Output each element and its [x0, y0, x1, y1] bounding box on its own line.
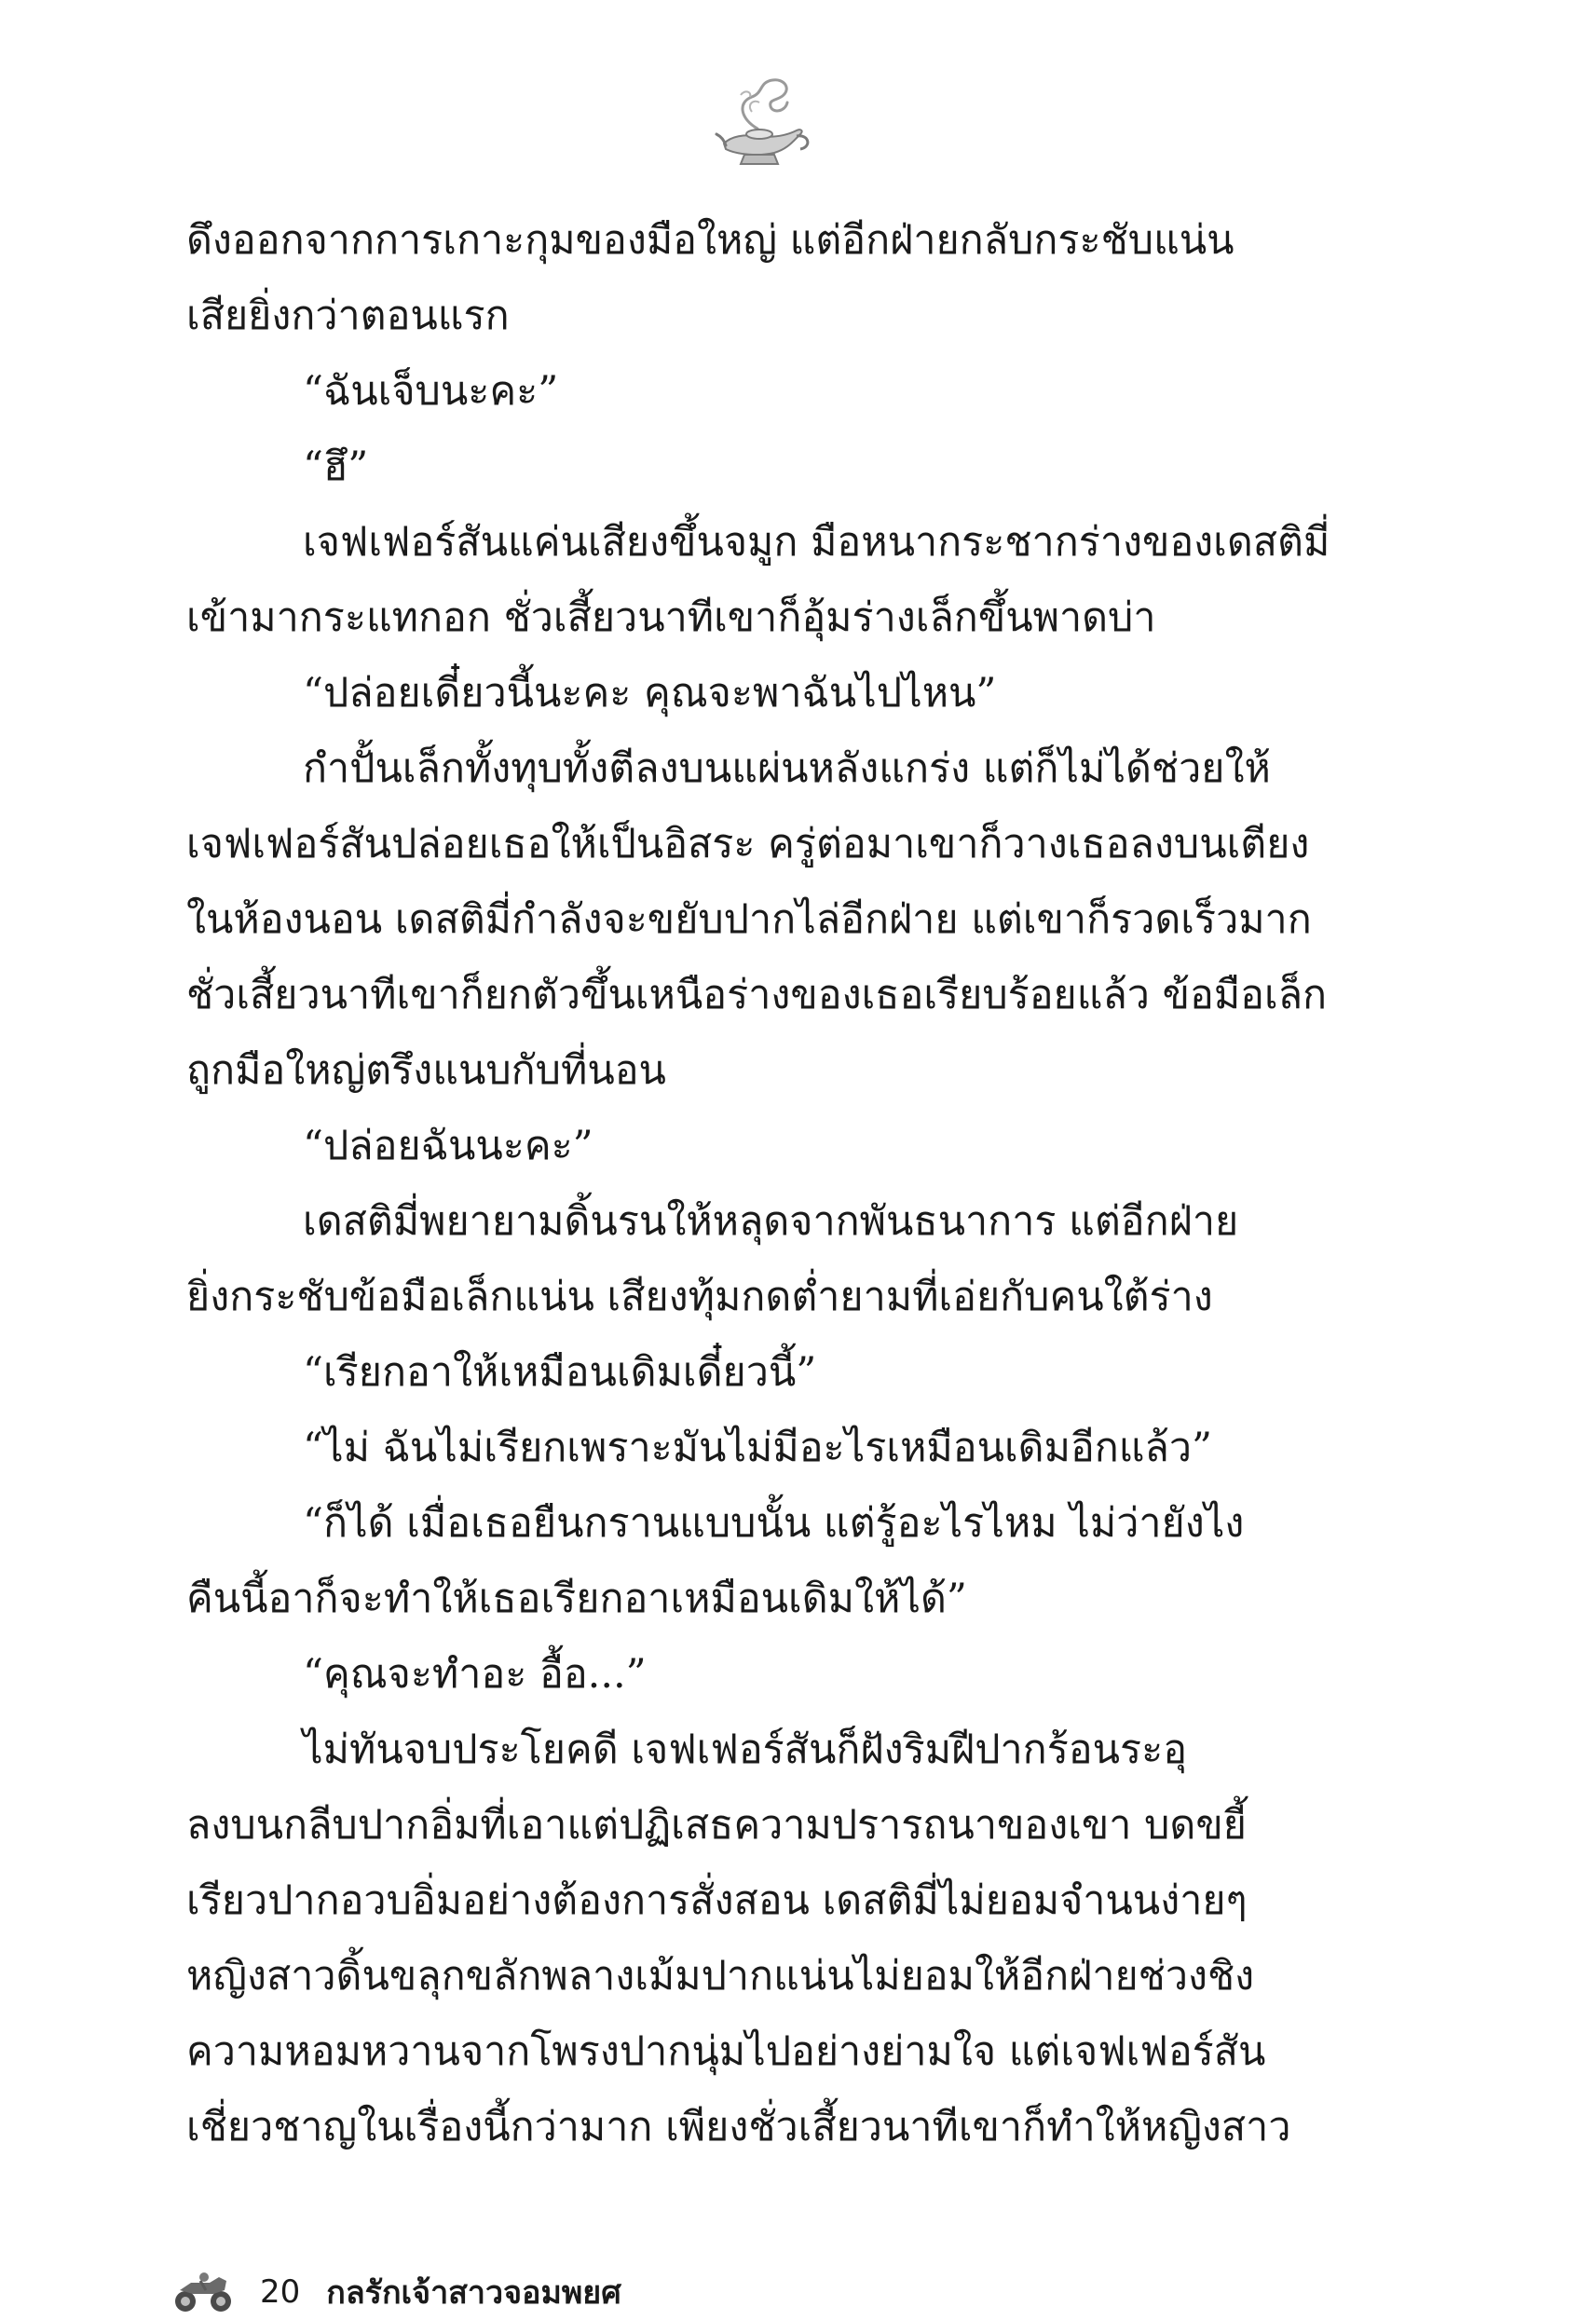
text-line: ในห้องนอน เดสติมี่กำลังจะขยับปากไล่อีกฝ่าย แต่เขาก็รวดเร็วมาก [186, 896, 1312, 943]
page-number: 20 [260, 2273, 301, 2311]
text-line: เจฟเฟอร์สันแค่นเสียงขึ้นจมูก มือหนากระชากร่างของเดสติมี่ [303, 519, 1330, 566]
atv-icon [172, 2270, 234, 2314]
text-line: ความหอมหวานจากโพรงปากนุ่มไปอย่างย่ามใจ แต่เจฟเฟอร์สัน [186, 2028, 1266, 2075]
page-body-text [186, 203, 1332, 2165]
text-line: ไม่ทันจบประโยคดี เจฟเฟอร์สันก็ฝังริมฝีปากร้อนระอุ [303, 1726, 1188, 1773]
text-line: เสียยิ่งกว่าตอนแรก [186, 293, 510, 339]
text-line: กำปั้นเล็กทั้งทุบทั้งตีลงบนแผ่นหลังแกร่ง แต่ก็ไม่ได้ช่วยให้ [303, 745, 1271, 792]
text-line: ยิ่งกระชับข้อมือเล็กแน่น เสียงทุ้มกดต่ำยามที่เอ่ยกับคนใต้ร่าง [186, 1274, 1213, 1320]
text-line: เข้ามากระแทกอก ชั่วเสี้ยวนาทีเขาก็อุ้มร่างเล็กขึ้นพาดบ่า [186, 594, 1156, 641]
text-line: ถูกมือใหญ่ตรึงแนบกับที่นอน [186, 1047, 666, 1094]
book-title: กลรักเจ้าสาวจอมพยศ [326, 2274, 621, 2312]
text-line: “ฉันเจ็บนะคะ” [303, 368, 559, 415]
text-line: เชี่ยวชาญในเรื่องนี้กว่ามาก เพียงชั่วเสี้ยวนาทีเขาก็ทำให้หญิงสาว [186, 2104, 1291, 2150]
text-line: “คุณจะทำอะ อื้อ...” [303, 1651, 647, 1698]
text-line: หญิงสาวดิ้นขลุกขลักพลางเม้มปากแน่นไม่ยอมให้อีกฝ่ายช่วงชิง [186, 1953, 1255, 1999]
page-footer [172, 2264, 621, 2320]
text-line: “ปล่อยเดี๋ยวนี้นะคะ คุณจะพาฉันไปไหน” [303, 670, 997, 716]
text-line: ชั่วเสี้ยวนาทีเขาก็ยกตัวขึ้นเหนือร่างของเธอเรียบร้อยแล้ว ข้อมือเล็ก [186, 972, 1328, 1018]
text-line: “ปล่อยฉันนะคะ” [303, 1123, 593, 1169]
genie-lamp-icon [703, 75, 815, 177]
text-line: “ก็ได้ เมื่อเธอยืนกรานแบบนั้น แต่รู้อะไรไหม ไม่ว่ายังไง [303, 1500, 1245, 1547]
text-line: ดึงออกจากการเกาะกุมของมือใหญ่ แต่อีกฝ่ายกลับกระชับแน่น [186, 217, 1235, 264]
text-line: เจฟเฟอร์สันปล่อยเธอให้เป็นอิสระ ครู่ต่อมาเขาก็วางเธอลงบนเตียง [186, 821, 1310, 867]
text-line: “ไม่ ฉันไม่เรียกเพราะมันไม่มีอะไรเหมือนเดิมอีกแล้ว” [303, 1425, 1213, 1471]
text-line: คืนนี้อาก็จะทำให้เธอเรียกอาเหมือนเดิมให้ได้” [186, 1576, 967, 1622]
text-line: “เรียกอาให้เหมือนเดิมเดี๋ยวนี้” [303, 1349, 817, 1396]
text-line: เดสติมี่พยายามดิ้นรนให้หลุดจากพันธนาการ แต่อีกฝ่าย [303, 1198, 1239, 1245]
text-line: ลงบนกลีบปากอิ่มที่เอาแต่ปฏิเสธความปรารถนาของเขา บดขยี้ [186, 1802, 1247, 1849]
text-line: เรียวปากอวบอิ่มอย่างต้องการสั่งสอน เดสติมี่ไม่ยอมจำนนง่ายๆ [186, 1877, 1248, 1924]
text-line: “ฮึ” [303, 444, 369, 490]
